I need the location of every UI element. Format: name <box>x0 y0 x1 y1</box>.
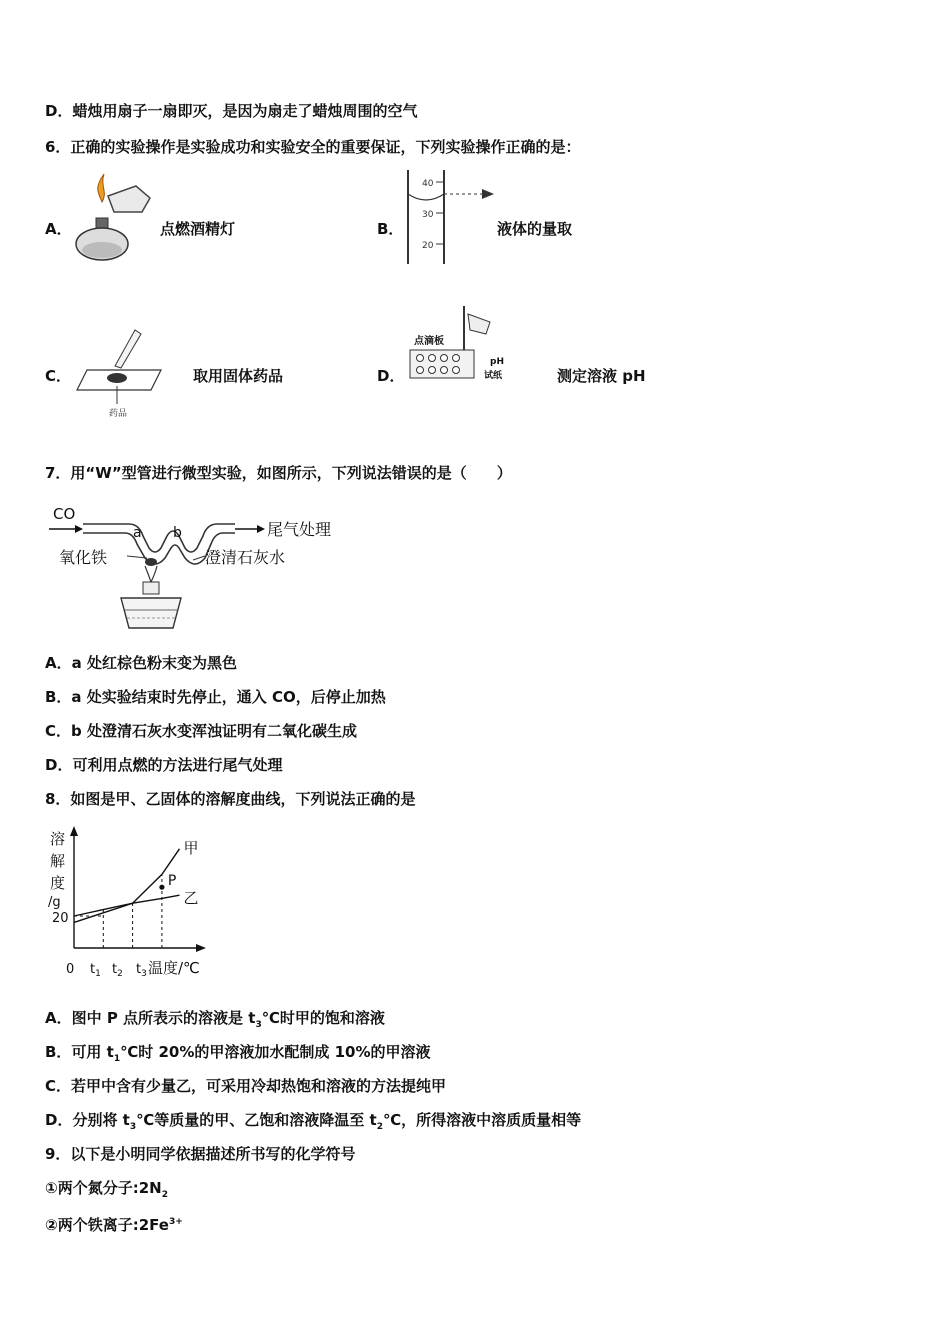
lamp-wick-icon <box>96 218 108 228</box>
q5-option-d: D．蜡烛用扇子一扇即灭，是因为扇走了蜡烛周围的空气 <box>45 102 418 120</box>
graduated-cylinder-figure <box>400 168 500 266</box>
series-label-yi: 乙 <box>183 889 199 908</box>
lamp-tilted-icon <box>108 186 150 212</box>
reagent-pile-icon <box>107 373 127 383</box>
y-label-char-3: 度 <box>50 874 66 892</box>
y-label-char-1: 溶 <box>50 830 66 848</box>
q8-option-b: B．可用 $t_1℃$时 20%的甲溶液加水配制成 10%的甲溶液 <box>45 1043 431 1064</box>
iron-oxide-powder-icon <box>145 558 157 566</box>
reagent-label: 药品 <box>109 409 128 419</box>
ph-test-figure <box>408 304 518 386</box>
x-tick-t3: $t_3$ <box>136 962 147 979</box>
iron-oxide-label: 氧化铁 <box>59 548 108 567</box>
q8-option-c: C．若甲中含有少量乙，可采用冷却热饱和溶液的方法提纯甲 <box>45 1077 447 1095</box>
y-tick-20: 20 <box>52 911 69 926</box>
q6-option-b-caption: 液体的量取 <box>497 220 573 238</box>
point-p-marker <box>159 885 164 890</box>
series-label-jia: 甲 <box>183 838 199 857</box>
q6-stem: 6．正确的实验操作是实验成功和实验安全的重要保证，下列实验操作正确的是： <box>45 138 581 156</box>
q8-option-a: A．图中 P 点所表示的溶液是 $t_3℃$时甲的饱和溶液 <box>45 1009 385 1030</box>
q8-stem: 8．如图是甲、乙固体的溶解度曲线，下列说法正确的是 <box>45 790 416 808</box>
y-label-unit: /g <box>48 895 61 910</box>
hand-icon <box>468 314 490 334</box>
q7-option-c: C．b 处澄清石灰水变浑浊证明有二氧化碳生成 <box>45 722 357 740</box>
q7-option-d: D．可利用点燃的方法进行尾气处理 <box>45 756 283 774</box>
ph-label: pH <box>490 357 504 367</box>
y-axis-arrow <box>70 826 78 836</box>
limewater-label: 澄清石灰水 <box>205 548 286 567</box>
q6-option-b-letter: B． <box>377 220 404 238</box>
cylinder-tick-20: 20 <box>422 241 434 251</box>
alcohol-lamp-lighting-figure <box>72 168 154 264</box>
q6-option-c-letter: C． <box>45 367 72 385</box>
flame-icon <box>145 566 157 582</box>
alcohol-lamp-icon <box>121 598 181 628</box>
x-tick-t1: $t_1$ <box>90 962 101 979</box>
q6-option-d-letter: D． <box>377 367 405 385</box>
x-tick-t2: $t_2$ <box>112 962 123 979</box>
q8-option-d: D．分别将 $t_3℃$等质量的甲、乙饱和溶液降温至 $t_2℃$，所得溶液中溶质质量相等 <box>45 1111 582 1132</box>
eye-icon <box>482 189 494 199</box>
cylinder-tick-30: 30 <box>422 210 434 220</box>
hand-icon <box>115 330 141 368</box>
q6-option-a-letter: A． <box>45 220 72 238</box>
paper-label: 试纸 <box>484 371 503 381</box>
solubility-chart <box>44 824 214 984</box>
cylinder-tick-40: 40 <box>422 179 434 189</box>
lamp-wick-icon <box>143 582 159 594</box>
flame-icon <box>98 174 105 202</box>
x-axis-arrow <box>196 944 206 952</box>
q9-item-2: ②两个铁离子$:2Fe^{3+}$ <box>45 1216 183 1234</box>
q7-option-b: B．a 处实验结束时先停止，通入 CO，后停止加热 <box>45 688 386 706</box>
q7-option-a: A．a 处红棕色粉末变为黑色 <box>45 654 237 672</box>
q6-option-d-caption: 测定溶液 pH <box>557 367 646 385</box>
plate-label: 点滴板 <box>414 336 444 347</box>
solid-reagent-figure <box>75 328 167 422</box>
point-p-label: P <box>167 873 177 890</box>
q9-stem: 9．以下是小明同学依据描述所书写的化学符号 <box>45 1145 356 1163</box>
co-label: CO <box>53 505 76 523</box>
q6-option-a-caption: 点燃酒精灯 <box>160 220 236 238</box>
q7-stem: 7．用“W”型管进行微型实验，如图所示，下列说法错误的是（ ） <box>45 464 512 482</box>
q6-option-c-caption: 取用固体药品 <box>193 367 284 385</box>
x-tick-0: 0 <box>66 962 75 977</box>
y-label-char-2: 解 <box>50 852 66 870</box>
x-axis-label: 温度/℃ <box>148 959 200 977</box>
point-a-label: a <box>133 525 142 541</box>
w-tube-figure <box>45 502 345 634</box>
q9-item-1: ①两个氮分子$:2N_2$ <box>45 1179 168 1200</box>
point-b-label: b <box>173 525 182 541</box>
tail-gas-label: 尾气处理 <box>267 520 332 539</box>
